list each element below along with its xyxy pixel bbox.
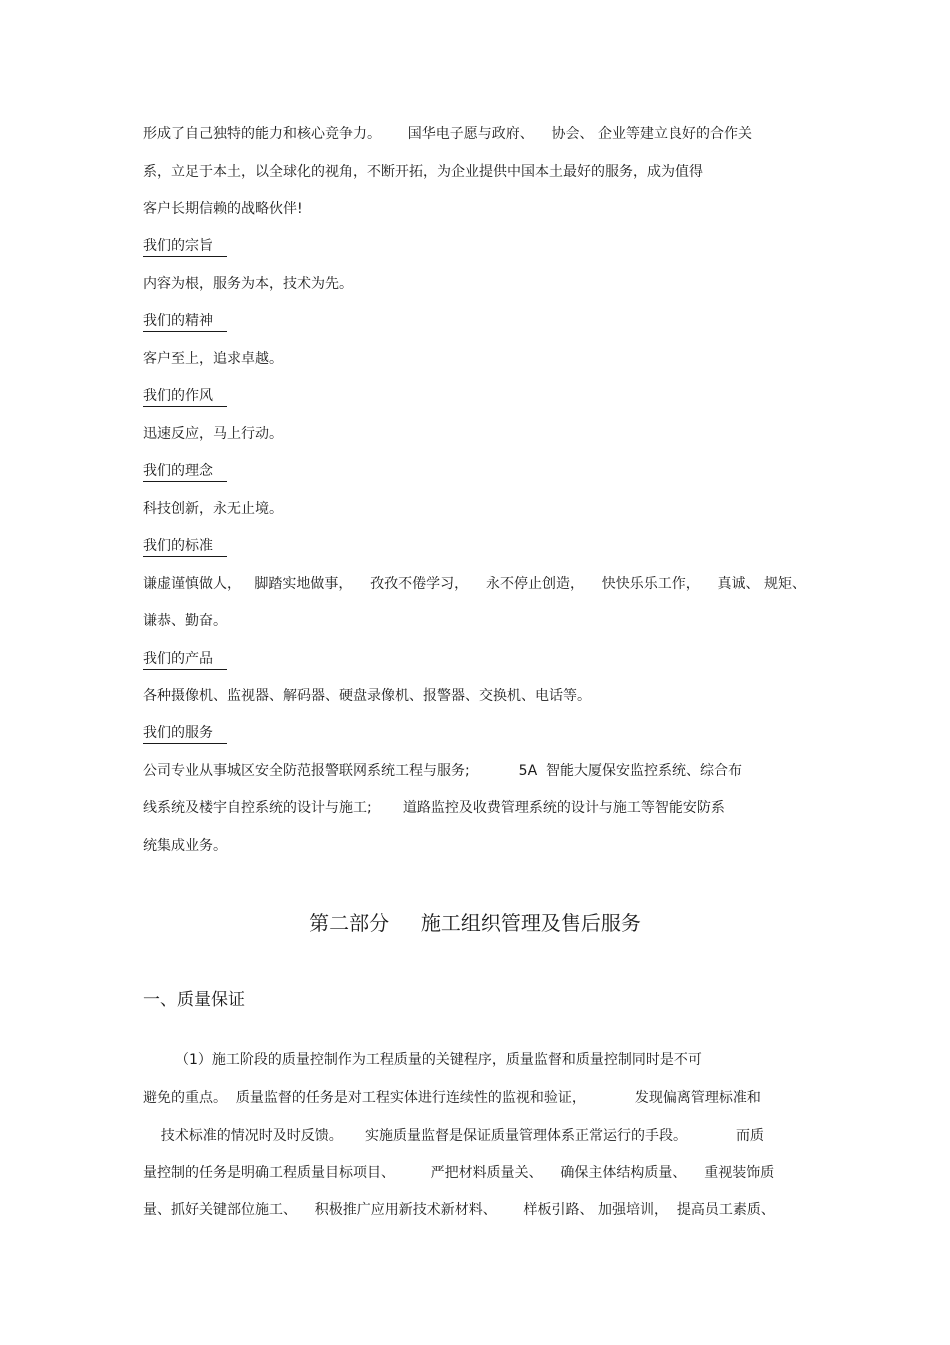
part-two-title: 第二部分 施工组织管理及售后服务 — [309, 911, 641, 935]
text-service-line-3: 统集成业务。 — [143, 838, 227, 854]
heading-standard: 我们的标准 — [143, 536, 227, 557]
text-service-line-2: 线系统及楼宇自控系统的设计与施工; 道路监控及收费管理系统的设计与施工等智能安防系 — [143, 800, 725, 816]
quality-paragraph-line-5: 量、抓好关键部位施工、 积极推广应用新技术新材料、 样板引路、 加强培训， 提高员工素质、 — [143, 1202, 775, 1218]
heading-idea: 我们的理念 — [143, 461, 227, 482]
heading-purpose: 我们的宗旨 — [143, 236, 227, 257]
quality-paragraph-line-3: 技术标准的情况时及时反馈。 实施质量监督是保证质量管理体系正常运行的手段。 而质 — [143, 1128, 765, 1144]
heading-spirit: 我们的精神 — [143, 311, 227, 332]
quality-paragraph-line-4: 量控制的任务是明确工程质量目标项目、 严把材料质量关、 确保主体结构质量、 重视装饰质 — [143, 1165, 775, 1181]
intro-line-3: 客户长期信赖的战略伙伴! — [143, 201, 303, 217]
intro-line-2: 系，立足于本土，以全球化的视角，不断开拓，为企业提供中国本土最好的服务，成为值得 — [143, 164, 703, 180]
intro-line-1: 形成了自己独特的能力和核心竞争力。 国华电子愿与政府、 协会、 企业等建立良好的合作关 — [143, 126, 752, 142]
text-purpose: 内容为根，服务为本，技术为先。 — [143, 276, 353, 292]
text-spirit: 客户至上，追求卓越。 — [143, 351, 283, 367]
section-one-title: 一、质量保证 — [143, 990, 245, 1010]
heading-service: 我们的服务 — [143, 723, 227, 744]
text-service-line-1: 公司专业从事城区安全防范报警联网系统工程与服务; 5A 智能大厦保安监控系统、综合布 — [143, 763, 743, 779]
quality-paragraph-line-1: （1）施工阶段的质量控制作为工程质量的关键程序，质量监督和质量控制同时是不可 — [175, 1052, 702, 1068]
text-idea: 科技创新，永无止境。 — [143, 501, 283, 517]
text-standard-line-1: 谦虚谨慎做人， 脚踏实地做事， 孜孜不倦学习， 永不停止创造， 快快乐乐工作， 真诚、 规矩、 — [143, 576, 807, 592]
text-product: 各种摄像机、监视器、解码器、硬盘录像机、报警器、交换机、电话等。 — [143, 688, 591, 704]
text-style: 迅速反应，马上行动。 — [143, 426, 283, 442]
heading-style: 我们的作风 — [143, 386, 227, 407]
heading-product: 我们的产品 — [143, 649, 227, 670]
quality-paragraph-line-2: 避免的重点。 质量监督的任务是对工程实体进行连续性的监视和验证， 发现偏离管理标准和 — [143, 1090, 761, 1106]
text-standard-line-2: 谦恭、勤奋。 — [143, 613, 227, 629]
